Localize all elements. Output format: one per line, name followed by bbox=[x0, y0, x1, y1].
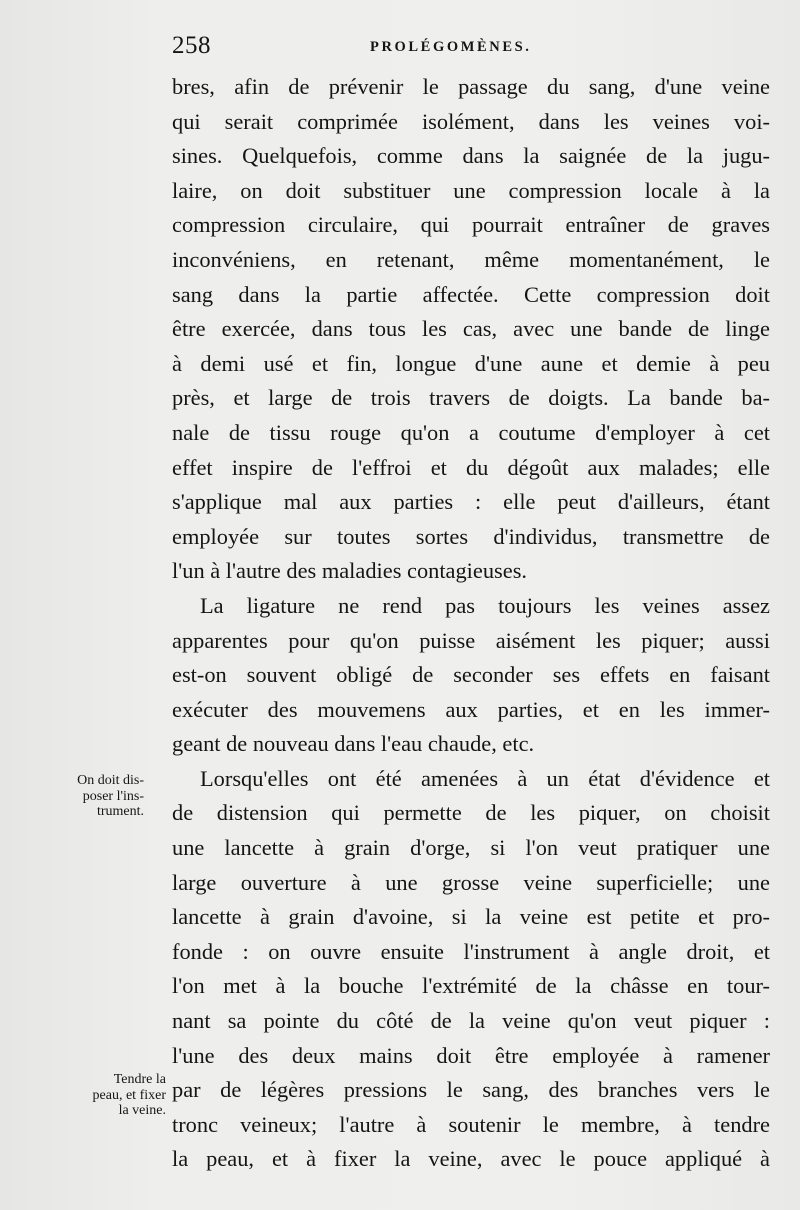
text-line: de distension qui permette de les piquer, on choisit bbox=[172, 800, 770, 826]
paragraph-first-line: La ligature ne rend pas toujours les veines assez bbox=[200, 592, 770, 618]
text-line: tronc veineux; l'autre à soutenir le membre, à tendre bbox=[172, 1111, 770, 1137]
margin-note-line: la veine. bbox=[118, 1103, 166, 1118]
paragraph-first-line: Lorsqu'elles ont été amenées à un état d'évidence et bbox=[200, 765, 770, 791]
text-line: large ouverture à une grosse veine superficielle; une bbox=[172, 869, 770, 895]
page-header bbox=[172, 30, 770, 70]
text-line: à demi usé et fin, longue d'une aune et demie à peu bbox=[172, 350, 770, 376]
margin-note-line: poser l'ins- bbox=[82, 788, 144, 804]
text-line: la peau, et à fixer la veine, avec le pouce appliqué à bbox=[172, 1146, 770, 1172]
text-line: une lancette à grain d'orge, si l'on veut pratiquer une bbox=[172, 835, 770, 861]
text-line: employée sur toutes sortes d'individus, transmettre de bbox=[172, 523, 770, 549]
text-line: est-on souvent obligé de seconder ses effets en faisant bbox=[172, 662, 770, 688]
margin-note-line: Tendre la bbox=[113, 1072, 166, 1087]
text-line: l'un à l'autre des maladies contagieuses. bbox=[172, 558, 528, 584]
text-line: fonde : on ouvre ensuite l'instrument à angle droit, et bbox=[172, 938, 770, 964]
margin-note-instrument bbox=[58, 773, 144, 820]
text-line: sines. Quelquefois, comme dans la saignée de la jugu- bbox=[172, 143, 770, 169]
margin-note-line: peau, et fixer bbox=[92, 1087, 166, 1103]
margin-note-line: trument. bbox=[96, 804, 144, 819]
text-line: geant de nouveau dans l'eau chaude, etc. bbox=[172, 731, 535, 757]
margin-note-vein bbox=[52, 1072, 166, 1119]
text-line: être exercée, dans tous les cas, avec une bande de linge bbox=[172, 316, 770, 342]
text-line: nale de tissu rouge qu'on a coutume d'employer à cet bbox=[172, 419, 770, 445]
text-line: l'on met à la bouche l'extrémité de la châsse en tour- bbox=[172, 973, 770, 999]
text-line: nant sa pointe du côté de la veine qu'on veut piquer : bbox=[172, 1008, 770, 1034]
text-line: inconvéniens, en retenant, même momentanément, le bbox=[172, 246, 770, 272]
text-line: l'une des deux mains doit être employée à ramener bbox=[172, 1042, 770, 1068]
text-line: bres, afin de prévenir le passage du sang, d'une veine bbox=[172, 74, 770, 99]
text-line: effet inspire de l'effroi et du dégoût aux malades; elle bbox=[172, 454, 770, 480]
text-line: près, et large de trois travers de doigts. La bande ba- bbox=[172, 385, 770, 411]
text-line: compression circulaire, qui pourrait entraîner de graves bbox=[172, 212, 770, 238]
running-head: PROLÉGOMÈNES. bbox=[370, 39, 532, 55]
text-line: laire, on doit substituer une compression locale à la bbox=[172, 177, 770, 203]
page-number: 258 bbox=[172, 32, 211, 59]
body-text bbox=[172, 70, 770, 1177]
text-line: qui serait comprimée isolément, dans les veines voi- bbox=[172, 108, 770, 134]
text-line: s'applique mal aux parties : elle peut d'ailleurs, étant bbox=[172, 489, 770, 515]
text-line: par de légères pressions le sang, des branches vers le bbox=[172, 1077, 770, 1103]
margin-note-line: On doit dis- bbox=[77, 773, 144, 788]
text-line: exécuter des mouvemens aux parties, et en les immer- bbox=[172, 696, 770, 722]
text-line: apparentes pour qu'on puisse aisément les piquer; aussi bbox=[172, 627, 770, 653]
text-line: sang dans la partie affectée. Cette compression doit bbox=[172, 281, 770, 307]
text-line: lancette à grain d'avoine, si la veine est petite et pro- bbox=[172, 904, 770, 930]
